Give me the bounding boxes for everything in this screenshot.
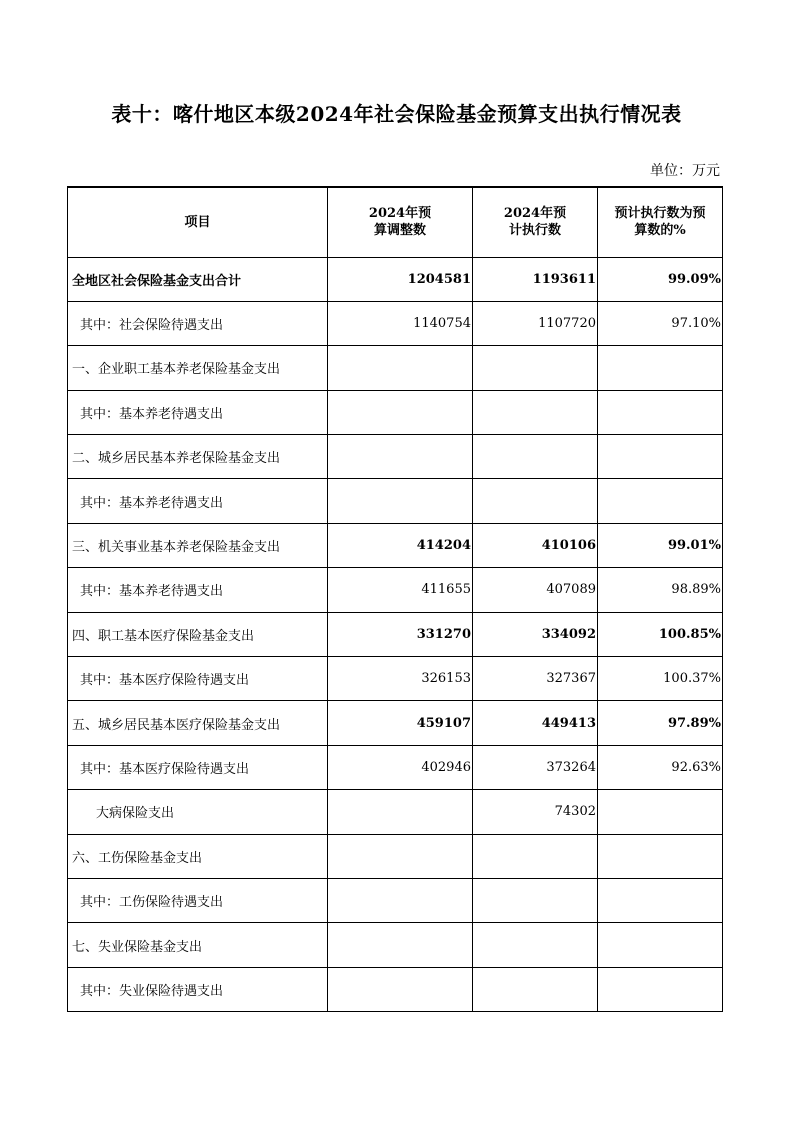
row-item: 其中：基本养老待遇支出: [68, 568, 328, 612]
row-item: 其中：工伤保险待遇支出: [68, 878, 328, 922]
row-estimate: [473, 967, 598, 1011]
row-item: 其中：基本养老待遇支出: [68, 479, 328, 523]
header-item: 项目: [68, 187, 328, 257]
row-item: 七、失业保险基金支出: [68, 923, 328, 967]
table-row: [68, 878, 723, 922]
page-title: 表十：喀什地区本级2024年社会保险基金预算支出执行情况表: [111, 102, 682, 126]
row-estimate: [473, 878, 598, 922]
row-budget: 326153: [328, 657, 473, 701]
row-budget: [328, 390, 473, 434]
row-estimate: 74302: [473, 790, 598, 834]
row-budget: 402946: [328, 745, 473, 789]
row-pct: [598, 346, 723, 390]
row-estimate: [473, 346, 598, 390]
row-pct: [598, 435, 723, 479]
table-row: [68, 790, 723, 834]
table-row: [68, 301, 723, 345]
row-estimate: 407089: [473, 568, 598, 612]
table-row: [68, 612, 723, 656]
row-pct: [598, 790, 723, 834]
row-pct: [598, 834, 723, 878]
table-row: [68, 923, 723, 967]
row-estimate: 1193611: [473, 257, 598, 301]
row-budget: [328, 346, 473, 390]
row-pct: 100.37%: [598, 657, 723, 701]
row-pct: [598, 479, 723, 523]
row-pct: 92.63%: [598, 745, 723, 789]
row-pct: [598, 967, 723, 1011]
row-item: 其中：基本养老待遇支出: [68, 390, 328, 434]
table-row: [68, 346, 723, 390]
table-row: [68, 435, 723, 479]
row-estimate: [473, 923, 598, 967]
row-estimate: 410106: [473, 523, 598, 567]
table-row: [68, 745, 723, 789]
row-estimate: [473, 834, 598, 878]
row-budget: [328, 967, 473, 1011]
row-budget: [328, 435, 473, 479]
row-item: 其中：社会保险待遇支出: [68, 301, 328, 345]
row-budget: [328, 834, 473, 878]
row-estimate: [473, 479, 598, 523]
table-row: [68, 657, 723, 701]
row-pct: 97.89%: [598, 701, 723, 745]
row-estimate: 449413: [473, 701, 598, 745]
header-estimate: 2024年预计执行数: [473, 187, 598, 257]
row-budget: 1204581: [328, 257, 473, 301]
table-row: [68, 701, 723, 745]
row-budget: [328, 923, 473, 967]
row-estimate: [473, 390, 598, 434]
row-budget: 1140754: [328, 301, 473, 345]
row-pct: [598, 390, 723, 434]
row-estimate: 373264: [473, 745, 598, 789]
header-budget: 2024年预算调整数: [328, 187, 473, 257]
row-item: 五、城乡居民基本医疗保险基金支出: [68, 701, 328, 745]
row-estimate: 1107720: [473, 301, 598, 345]
row-item: 其中：基本医疗保险待遇支出: [68, 657, 328, 701]
row-item: 其中：失业保险待遇支出: [68, 967, 328, 1011]
row-budget: [328, 878, 473, 922]
header-pct: 预计执行数为预算数的%: [598, 187, 723, 257]
row-pct: [598, 923, 723, 967]
table-row: [68, 257, 723, 301]
row-item: 四、职工基本医疗保险基金支出: [68, 612, 328, 656]
row-item: 全地区社会保险基金支出合计: [68, 257, 328, 301]
header-row: [68, 187, 723, 257]
row-budget: 459107: [328, 701, 473, 745]
expenditure-table: [67, 186, 723, 1012]
row-item: 三、机关事业基本养老保险基金支出: [68, 523, 328, 567]
row-item: 其中：基本医疗保险待遇支出: [68, 745, 328, 789]
row-estimate: 327367: [473, 657, 598, 701]
row-budget: [328, 790, 473, 834]
table-row: [68, 967, 723, 1011]
row-estimate: [473, 435, 598, 479]
row-item: 一、企业职工基本养老保险基金支出: [68, 346, 328, 390]
table-row: [68, 479, 723, 523]
row-pct: 99.09%: [598, 257, 723, 301]
row-pct: 100.85%: [598, 612, 723, 656]
table-row: [68, 568, 723, 612]
row-budget: 411655: [328, 568, 473, 612]
row-item: 大病保险支出: [68, 790, 328, 834]
row-budget: [328, 479, 473, 523]
table-row: [68, 523, 723, 567]
row-budget: 414204: [328, 523, 473, 567]
row-pct: 97.10%: [598, 301, 723, 345]
table-row: [68, 834, 723, 878]
row-pct: 99.01%: [598, 523, 723, 567]
row-item: 六、工伤保险基金支出: [68, 834, 328, 878]
row-pct: [598, 878, 723, 922]
row-budget: 331270: [328, 612, 473, 656]
row-estimate: 334092: [473, 612, 598, 656]
table-row: [68, 390, 723, 434]
row-pct: 98.89%: [598, 568, 723, 612]
row-item: 二、城乡居民基本养老保险基金支出: [68, 435, 328, 479]
unit-label: 单位：万元: [650, 163, 720, 179]
